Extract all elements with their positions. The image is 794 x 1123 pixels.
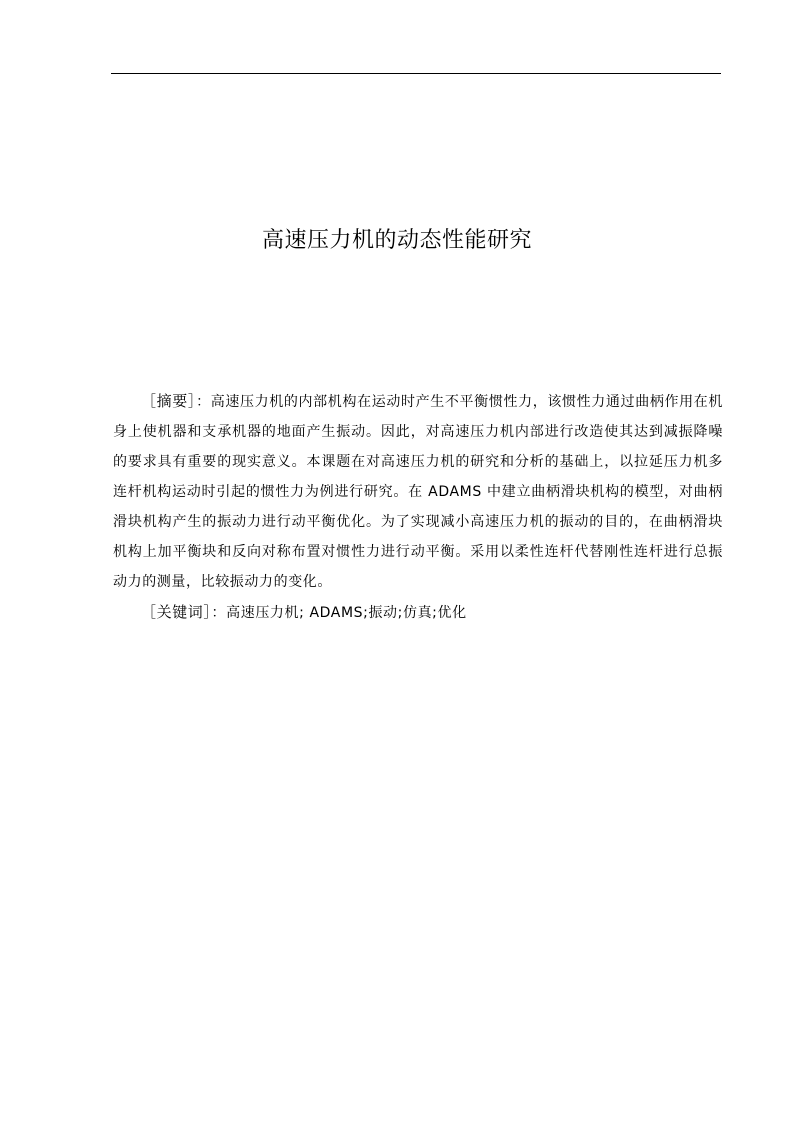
keywords-paragraph — [113, 597, 723, 628]
keywords-body: ：高速压力机; ADAMS;振动;仿真;优化 — [211, 605, 467, 621]
page-title: 高速压力机的动态性能研究 — [261, 228, 532, 253]
abstract-body: 高速压力机的内部机构在运动时产生不平衡惯性力，该惯性力通过曲柄作用在机身上使机器和支承机器的地面产生振动。因此，对高速压力机内部进行改造使其达到减振降噪的要求具有重要的现实意义。本课题在对高速压力机的研究和分析的基础上，以拉延压力机多连杆机构运动时引起的惯性力为例进行研究。在 ADAMS 中建立曲柄滑块机构的模型，对曲柄滑块机构产生的振动力进行动平衡优化。为了实现减小高速压力机的振动的目的，在曲柄滑块机构上加平衡块和反向对称布置对惯性力进行动平衡。采用以柔性连杆代替刚性连杆进行总振动力的测量，比较振动力的变化。 — [113, 394, 723, 590]
abstract-paragraph — [113, 386, 723, 597]
keywords-label: ［关键词］ — [141, 603, 212, 621]
abstract-section — [113, 386, 723, 628]
abstract-label: ［摘要］ — [141, 392, 197, 410]
abstract-separator: ： — [196, 394, 211, 410]
header-rule — [111, 73, 721, 74]
